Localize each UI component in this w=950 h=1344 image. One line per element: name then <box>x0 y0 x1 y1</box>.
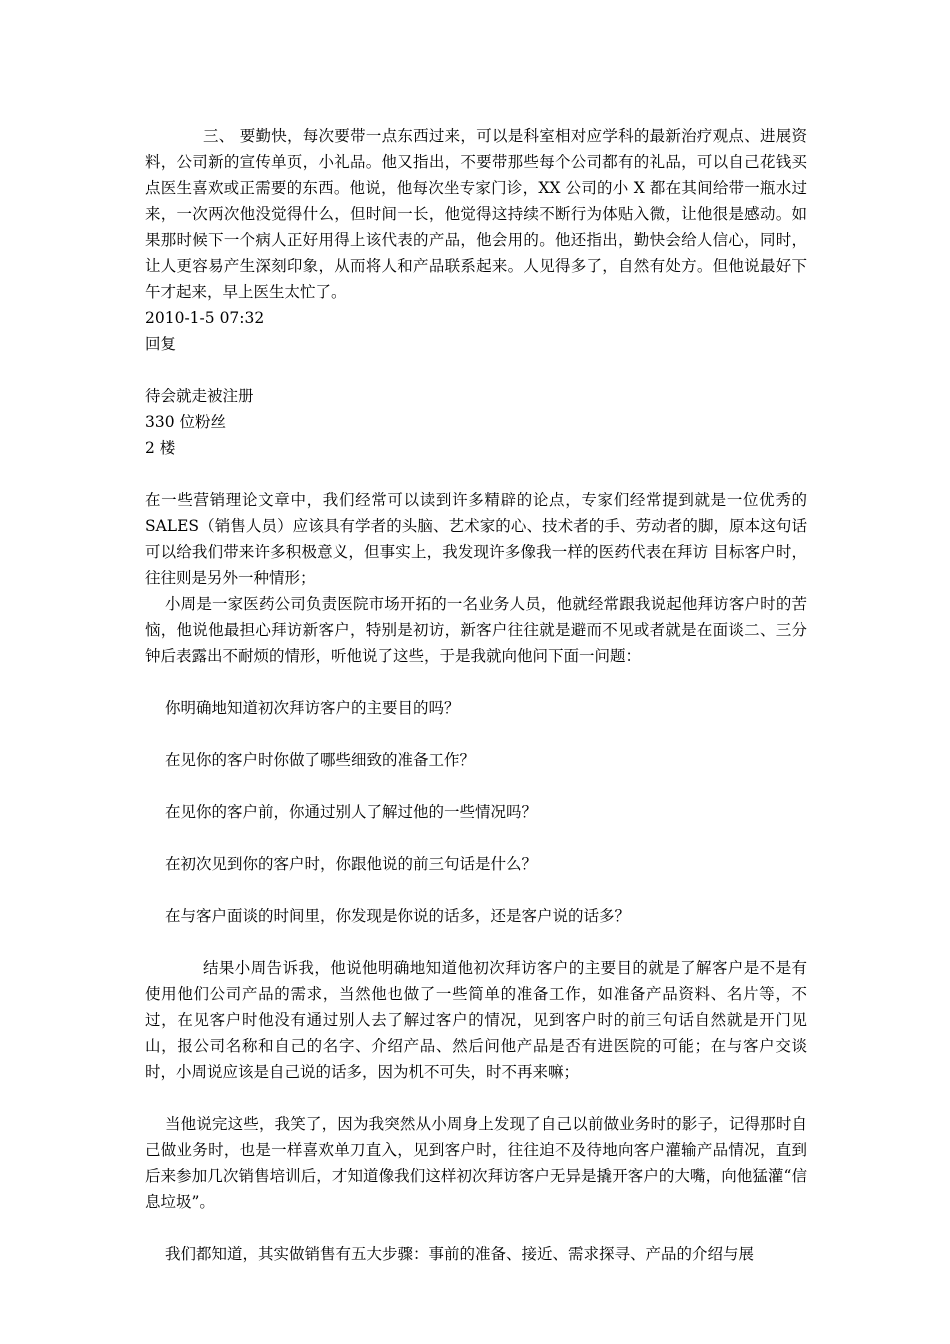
reply-link[interactable]: 回复 <box>145 335 177 353</box>
spacer <box>145 877 807 903</box>
spacer <box>145 825 807 851</box>
spacer <box>145 357 807 383</box>
question-2: 在见你的客户时你做了哪些细致的准备工作？ <box>165 751 476 769</box>
fan-count: 330 位粉丝 <box>145 413 227 431</box>
paragraph-xiaozhou: 小周是一家医药公司负责医院市场开拓的一名业务人员，他就经常跟我说起他拜访客户时的苦恼，他说他最担心拜访新客户，特别是初访，新客户往往就是避而不见或者就是在面谈二、三分钟后表露出不耐烦的情形，听他说了这些，于是我就向他问下面一问题： <box>145 595 807 665</box>
paragraph-intro: 在一些营销理论文章中，我们经常可以读到许多精辟的论点，专家们经常提到就是一位优秀的 SALES（销售人员）应该具有学者的头脑、艺术家的心、技术者的手、劳动者的脚，原本这句话可以给我们带来许多积极意义，但事实上，我发现许多像我一样的医药代表在拜访 目标客户时，往往则是另外一种情形； <box>145 491 807 587</box>
spacer <box>145 929 807 955</box>
spacer <box>145 669 807 695</box>
paragraph-five-steps: 我们都知道，其实做销售有五大步骤：事前的准备、接近、需求探寻、产品的介绍与展 <box>165 1245 755 1263</box>
user-name[interactable]: 待会就走被注册 <box>145 387 254 405</box>
spacer <box>145 721 807 747</box>
floor-number: 2 楼 <box>145 439 176 457</box>
post-timestamp: 2010-1-5 07:32 <box>145 309 265 327</box>
question-4: 在初次见到你的客户时，你跟他说的前三句话是什么？ <box>165 855 538 873</box>
question-1: 你明确地知道初次拜访客户的主要目的吗？ <box>165 699 460 717</box>
document-body <box>145 123 807 1267</box>
paragraph-diligence: 三、 要勤快，每次要带一点东西过来，可以是科室相对应学科的最新治疗观点、进展资料，公司新的宣传单页，小礼品。他又指出，不要带那些每个公司都有的礼品，可以自己花钱买点医生喜欢或正需要的东西。他说，他每次坐专家门诊，XX 公司的小 X 都在其间给带一瓶水过来，一次两次他没觉得什么，但时间一长，他觉得这持续不断行为体贴入微，让他很是感动。如果那时候下一个病人正好用得上该代表的产品，他会用的。他还指出，勤快会给人信心，同时，让人更容易产生深刻印象，从而将人和产品联系起来。人见得多了，自然有处方。但他说最好下午才起来，早上医生太忙了。 <box>145 127 807 301</box>
spacer <box>145 1215 807 1241</box>
spacer <box>145 773 807 799</box>
spacer <box>145 1085 807 1111</box>
question-3: 在见你的客户前，你通过别人了解过他的一些情况吗？ <box>165 803 538 821</box>
paragraph-answer: 结果小周告诉我，他说他明确地知道他初次拜访客户的主要目的就是了解客户是不是有使用他们公司产品的需求，当然他也做了一些简单的准备工作，如准备产品资料、名片等，不过，在见客户时他没有通过别人去了解过客户的情况，见到客户时的前三句话自然就是开门见山，报公司名称和自己的名字、介绍产品、然后问他产品是否有进医院的可能；在与客户交谈时，小周说应该是自己说的话多，因为机不可失，时不再来嘛； <box>145 959 807 1081</box>
question-5: 在与客户面谈的时间里，你发现是你说的话多，还是客户说的话多？ <box>165 907 631 925</box>
paragraph-reflection: 当他说完这些，我笑了，因为我突然从小周身上发现了自己以前做业务时的影子，记得那时自己做业务时，也是一样喜欢单刀直入，见到客户时，往往迫不及待地向客户灌输产品情况，直到后来参加几次销售培训后，才知道像我们这样初次拜访客户无异是撬开客户的大嘴，向他猛灌“信息垃圾”。 <box>145 1115 807 1211</box>
spacer <box>145 461 807 487</box>
